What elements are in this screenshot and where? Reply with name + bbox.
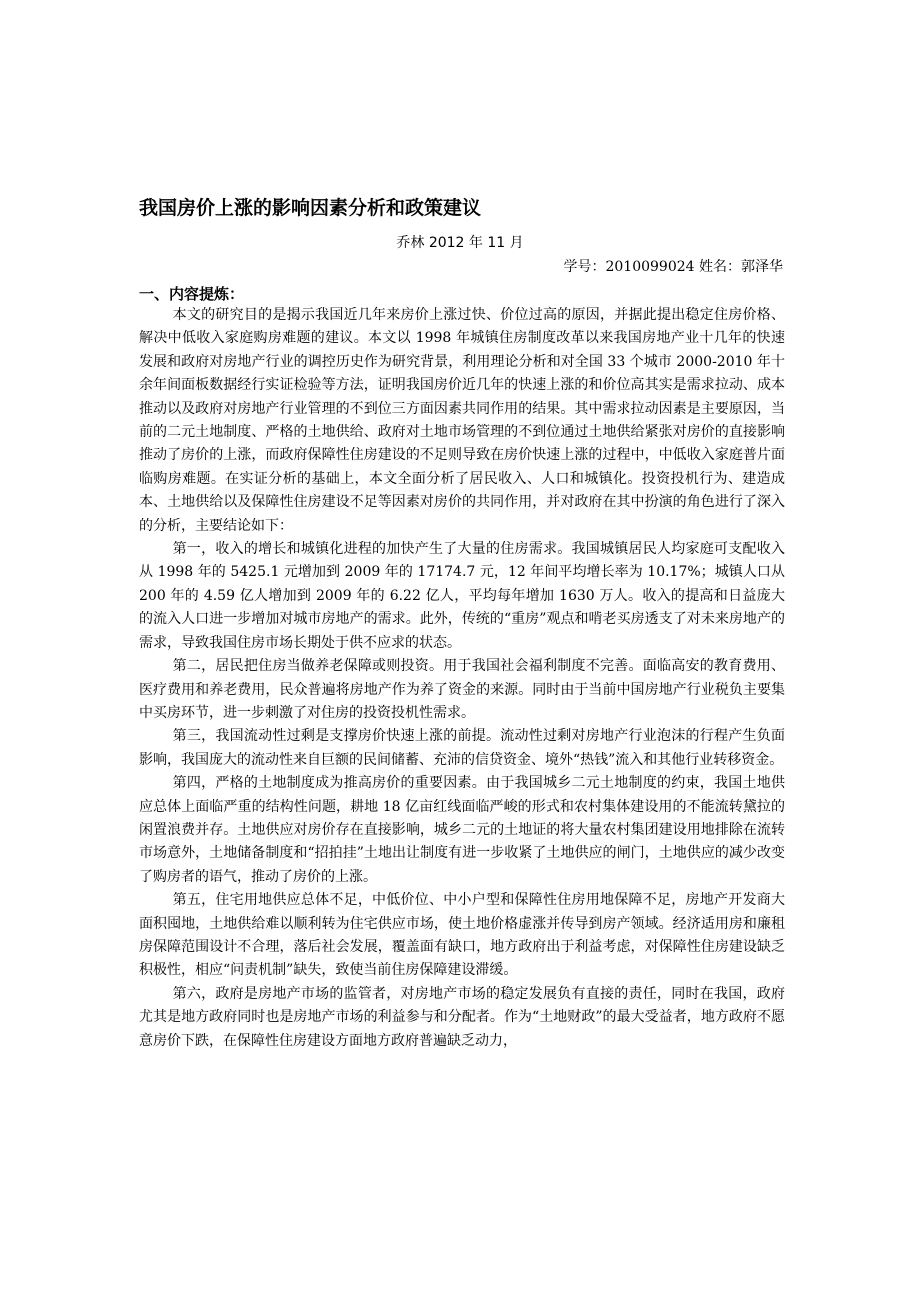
paragraph-point-5: 第五，住宅用地供应总体不足，中低价位、中小户型和保障性住房用地保障不足，房地产开发商大面积囤地，土地供给难以顺利转为住宅供应市场，使土地价格虚涨并传导到房产领域。经济适用房和廉租房保障范围设计不合理，落后社会发展，覆盖面有缺口，地方政府出于利益考虑，对保障性住房建设缺乏积极性，相应“问责机制”缺失，致使当前住房保障建设滞缓。 <box>139 892 785 979</box>
paragraph-abstract: 本文的研究目的是揭示我国近几年来房价上涨过快、价位过高的原因，并据此提出稳定住房价格、解决中低收入家庭购房难题的建议。本文以 1998 年城镇住房制度改革以来我国房地产业十几年的快速发展和政府对房地产行业的调控历史作为研究背景，利用理论分析和对全国 33 个城市 2000-2010 年十余年间面板数据经行实证检验等方法，证明我国房价近几年的快速上涨的和价位高其实是需求拉动、成本推动以及政府对房地产行业管理的不到位三方面因素共同作用的结果。其中需求拉动因素是主要原因，当前的二元土地制度、严格的土地供给、政府对土地市场管理的不到位通过土地供给紧张对房价的直接影响推动了房价的上涨，而政府保障性住房建设的不足则导致在房价快速上涨的过程中，中低收入家庭普片面临购房难题。在实证分析的基础上，本文全面分析了居民收入、人口和城镇化。投资投机行为、建造成本、土地供给以及保障性住房建设不足等因素对房价的共同作用，并对政府在其中扮演的角色进行了深入的分析，主要结论如下： <box>139 307 785 534</box>
paragraph-point-2: 第二，居民把住房当做养老保障或则投资。用于我国社会福利制度不完善。面临高安的教育费用、医疗费用和养老费用，民众普遍将房地产作为养了资金的来源。同时由于当前中国房地产行业税负主要集中买房环节，进一步刺激了对住房的投资投机性需求。 <box>139 658 785 721</box>
paragraph-point-6: 第六，政府是房地产市场的监管者，对房地产市场的稳定发展负有直接的责任，同时在我国，政府尤其是地方政府同时也是房地产市场的利益参与和分配者。作为“土地财政”的最大受益者，地方政府不愿意房价下跌，在保障性住房建设方面地方政府普遍缺乏动力， <box>139 985 785 1049</box>
author-date-line: 乔林 2012 年 11 月 <box>396 235 524 251</box>
section-heading: 一、内容提炼： <box>139 285 245 303</box>
document-title: 我国房价上涨的影响因素分析和政策建议 <box>139 197 482 219</box>
paragraph-point-4: 第四，严格的土地制度成为推高房价的重要因素。由于我国城乡二元土地制度的约束，我国土地供应总体上面临严重的结构性问题，耕地 18 亿亩红线面临严峻的形式和农村集体建设用的不能流转黛拉的闲置浪费并存。土地供应对房价存在直接影响，城乡二元的土地证的将大量农村集团建设用地排除在流转市场意外，土地储备制度和“招拍挂”土地出让制度有进一步收紧了土地供应的闸门，土地供应的减少改变了购房者的语气，推动了房价的上涨。 <box>139 775 785 885</box>
paragraph-point-1: 第一，收入的增长和城镇化进程的加快产生了大量的住房需求。我国城镇居民人均家庭可支配收入从 1998 年的 5425.1 元增加到 2009 年的 17174.7 元，12 年间平均增长率为 10.17%；城镇人口从 200 年的 4.59 亿人增加到 2009 年的 6.22 亿人，平均每年增加 1630 万人。收入的提高和日益庞大的流入人口进一步增加对城市房地产的需求。此外，传统的“重房”观点和啃老买房透支了对未来房地产的需求，导致我国住房市场长期处于供不应求的状态。 <box>139 541 785 651</box>
document-body <box>139 304 785 1053</box>
student-id-name-line: 学号：2010099024 姓名：郭泽华 <box>563 259 783 275</box>
paragraph-point-3: 第三，我国流动性过剩是支撑房价快速上涨的前提。流动性过剩对房地产行业泡沫的行程产生负面影响，我国庞大的流动性来自巨额的民间储蓄、充沛的信贷资金、境外“热钱”流入和其他行业转移资金。 <box>139 728 785 768</box>
